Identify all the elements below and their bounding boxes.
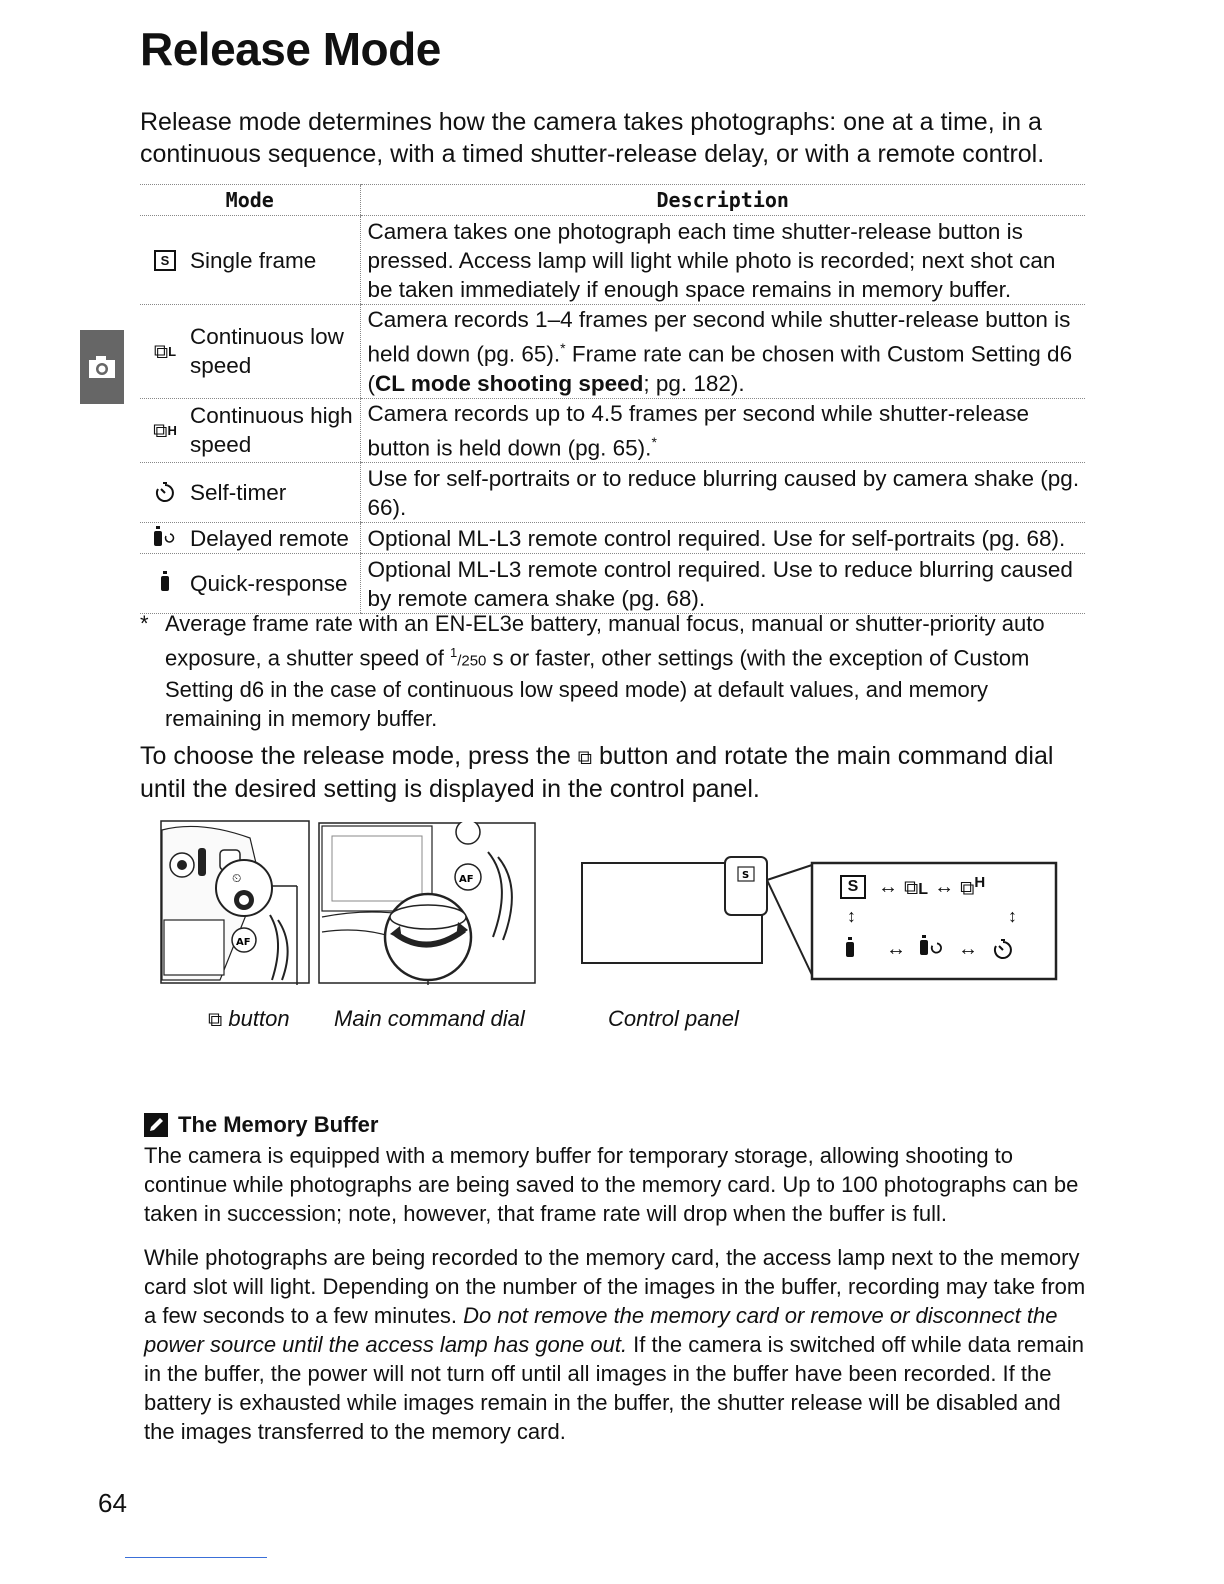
mode-description: Use for self-portraits or to reduce blurring caused by camera shake (pg. 66). [360,463,1085,523]
continuous-low-icon: ⧉ L [153,338,177,363]
table-row [140,216,1085,305]
svg-text:AF: AF [459,874,474,885]
table-row [140,554,1085,614]
mode-description: Camera records up to 4.5 frames per second while shutter-release button is held down (pg. 65).* [360,398,1085,463]
release-mode-button-icon: ⧉ [208,1007,223,1031]
svg-text:S: S [742,870,750,881]
mode-label: Continuous low speed [190,324,344,379]
svg-text:AF: AF [236,937,251,948]
footnote: * Average frame rate with an EN-EL3e battery, manual focus, manual or shutter-priority auto exposure, a shutter speed of $^1$/250 s or faster, other settings (with the exception of Custom Setting d6 in the case of continuous low speed mode) at default values, and memory remaining in memory buffer. [140,611,1045,732]
delayed-remote-icon [140,531,190,546]
description-header: Description [360,185,1085,216]
intro-paragraph: Release mode determines how the camera takes photographs: one at a time, in a continuous sequence, with a timed shutter-release delay, or with a remote control. [140,108,1045,168]
delayed-remote-icon [920,938,944,961]
single-frame-icon: S [840,875,866,899]
continuous-high-icon: ⧉$^H$ [960,874,986,900]
quick-response-icon [140,576,190,591]
camera-icon [88,355,116,379]
mode-description: Optional ML-L3 remote control required. Use for self-portraits (pg. 68). [360,523,1085,554]
main-command-dial-illustration [318,822,538,985]
instruction-paragraph: To choose the release mode, press the ⧉ button and rotate the main command dial until the desired setting is displayed in the control panel. [140,742,1054,803]
mode-header: Mode [140,185,360,216]
mode-label: Quick-response [190,571,348,596]
single-frame-icon: S [140,250,190,271]
continuous-high-icon: ⧉ H [153,417,177,442]
arrow-icon: ↔ [958,938,978,960]
self-timer-icon [140,482,190,504]
control-panel-illustration [580,855,1060,985]
arrow-icon: ↕ [1008,906,1017,926]
mode-label: Self-timer [190,480,287,505]
button-caption: ⧉ button [208,1006,290,1031]
release-mode-button-icon: ⧉ [577,745,593,769]
memory-paragraph: The camera is equipped with a memory buffer for temporary storage, allowing shooting to continue while photographs are being saved to the memory card. Up to 100 photographs can be taken in succession; note, however, that frame rate will drop when the buffer is full. [144,1143,1079,1226]
mode-description: Optional ML-L3 remote control required. Use to reduce blurring caused by remote camera shake (pg. 68). [360,554,1085,614]
quick-response-icon [846,942,854,957]
memory-paragraph: While photographs are being recorded to the memory card, the access lamp next to the memory card slot will light. Depending on the number of the images in the buffer, recording may take from a few seconds to a few minutes. Do not remove the memory card or remove or disconnect the power source until the access lamp has gone out. If the camera is switched off while data remain in the buffer, the power will not turn off until all images in the buffer have been recorded. If the battery is exhausted while images remain in the buffer, the shutter release will be disabled and the images transferred to the memory card. [144,1245,1086,1444]
release-mode-table [140,184,1085,614]
table-row [140,305,1085,399]
table-row [140,523,1085,554]
arrow-icon: ↕ [847,906,856,926]
mode-label: Continuous high speed [190,403,353,458]
continuous-low-icon: ⧉L [904,874,929,899]
mode-cycle-top [840,874,985,901]
mode-description: Camera records 1–4 frames per second while shutter-release button is held down (pg. 65).* Frame rate can be chosen with Custom Setting d6 (CL mode shooting speed; pg. 182). [360,305,1085,399]
arrow-icon: ↔ [934,875,955,898]
panel-caption: Control panel [608,1006,739,1031]
self-timer-icon [992,939,1014,961]
dial-caption: Main command dial [334,1006,525,1031]
mode-label: Delayed remote [190,525,349,551]
arrow-icon: ↔ [886,938,906,960]
page-number: 64 [98,1488,127,1518]
arrow-icon: ↔ [878,875,898,898]
release-mode-button-illustration [160,820,310,985]
divider [125,1557,267,1558]
svg-text:⏲: ⏲ [232,871,242,885]
table-row [140,398,1085,463]
camera-section-tab [80,330,124,404]
table-row [140,463,1085,523]
mode-description: Camera takes one photograph each time shutter-release button is pressed. Access lamp will light while photo is recorded; next shot can be taken immediately if enough space remains in memory buffer. [360,216,1085,305]
mode-label: Single frame [190,247,317,273]
mode-cycle-bottom [846,938,1014,961]
note-pencil-icon [144,1113,168,1137]
page-title: Release Mode [140,23,441,75]
memory-buffer-heading: The Memory Buffer [144,1112,378,1138]
